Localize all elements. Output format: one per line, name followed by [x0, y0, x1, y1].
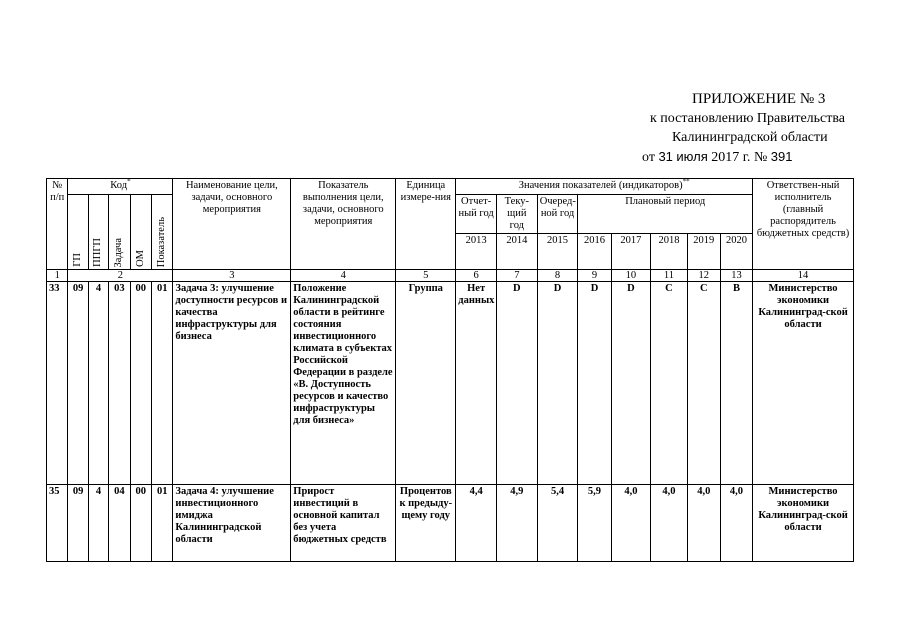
colnum: 14 [753, 270, 854, 282]
row-responsible: Министерство экономики Калининград-ской области [753, 485, 854, 562]
header-code-indicator: Показатель [151, 195, 172, 270]
row-num: 33 [47, 282, 68, 485]
row-indicator: Прирост инвестиций в основной капитал без учета бюджетных средств [291, 485, 396, 562]
header-plan-period: Плановый период [578, 195, 753, 234]
colnum: 10 [611, 270, 651, 282]
header-unit: Единица измере-ния [396, 179, 456, 270]
row-name: Задача 4: улучшение инвестиционного имиджа Калининградской области [173, 485, 291, 562]
table-row [47, 282, 854, 485]
row-num: 35 [47, 485, 68, 562]
row-code-indicator: 01 [151, 485, 172, 562]
appendix-subtitle: к постановлению Правительства [650, 111, 846, 126]
header-code: Код* [68, 179, 173, 195]
table-row [47, 485, 854, 562]
header-responsible: Ответствен-ный исполнитель (главный распорядитель бюджетных средств) [753, 179, 854, 270]
row-unit: Процентов к предыду-щему году [396, 485, 456, 562]
year-2017: 2017 [611, 234, 651, 270]
year-2020: 2020 [720, 234, 752, 270]
header-num: № п/п [47, 179, 68, 270]
row-value-2016: 5,9 [578, 485, 611, 562]
row-code-gp: 09 [68, 282, 88, 485]
year-2019: 2019 [687, 234, 720, 270]
date-prefix: от [642, 150, 655, 165]
header-code-task: Задача [109, 195, 130, 270]
colnum: 11 [651, 270, 687, 282]
row-value-2015: 5,4 [537, 485, 578, 562]
date-day: 31 [658, 149, 673, 164]
appendix-title: ПРИЛОЖЕНИЕ № 3 [692, 91, 826, 107]
colnum: 3 [173, 270, 291, 282]
row-name: Задача 3: улучшение доступности ресурсов и качества инфраструктуры для бизнеса [173, 282, 291, 485]
colnum: 9 [578, 270, 611, 282]
header-current-year: Теку-щий год [496, 195, 537, 234]
document-number: 391 [770, 149, 793, 164]
row-value-2014: 4,9 [496, 485, 537, 562]
header-indicator: Показатель выполнения цели, задачи, основного мероприятия [291, 179, 396, 270]
colnum: 5 [396, 270, 456, 282]
appendix-region: Калининградской области [672, 130, 828, 145]
row-value-2014: D [496, 282, 537, 485]
colnum: 12 [687, 270, 720, 282]
row-value-2020: B [720, 282, 752, 485]
row-value-2019: 4,0 [687, 485, 720, 562]
row-code-gp: 09 [68, 485, 88, 562]
header-report-year: Отчет-ный год [456, 195, 497, 234]
indicators-table [46, 178, 854, 562]
colnum: 13 [720, 270, 752, 282]
row-code-task: 03 [109, 282, 130, 485]
document-header [600, 90, 900, 167]
column-numbering-row [47, 270, 854, 282]
row-value-2017: D [611, 282, 651, 485]
number-sign: № [753, 150, 768, 165]
date-month: июля [676, 149, 708, 164]
row-value-2019: C [687, 282, 720, 485]
colnum: 8 [537, 270, 578, 282]
row-indicator: Положение Калининградской области в рейтинге состояния инвестиционного климата в субъектах Российской Федерации в разделе «В. Доступность ресурсов и качество инфраструктуры для бизнеса» [291, 282, 396, 485]
year-2018: 2018 [651, 234, 687, 270]
colnum: 4 [291, 270, 396, 282]
colnum: 6 [456, 270, 497, 282]
row-code-om: 00 [130, 485, 151, 562]
header-next-year: Очеред-ной год [537, 195, 578, 234]
year-2015: 2015 [537, 234, 578, 270]
row-value-2017: 4,0 [611, 485, 651, 562]
row-value-2013: 4,4 [456, 485, 497, 562]
row-value-2016: D [578, 282, 611, 485]
header-code-om: ОМ [130, 195, 151, 270]
row-responsible: Министерство экономики Калининград-ской области [753, 282, 854, 485]
row-value-2018: 4,0 [651, 485, 687, 562]
year-2013: 2013 [456, 234, 497, 270]
row-code-ppgp: 4 [88, 485, 108, 562]
row-value-2015: D [537, 282, 578, 485]
row-code-task: 04 [109, 485, 130, 562]
colnum: 7 [496, 270, 537, 282]
appendix-date-line [600, 147, 900, 167]
header-code-gp: ГП [68, 195, 88, 270]
year-2016: 2016 [578, 234, 611, 270]
date-year: 2017 г. [711, 150, 751, 165]
row-code-om: 00 [130, 282, 151, 485]
header-values: Значения показателей (индикаторов)** [456, 179, 753, 195]
row-value-2018: C [651, 282, 687, 485]
header-name: Наименование цели, задачи, основного мероприятия [173, 179, 291, 270]
row-value-2013: Нет данных [456, 282, 497, 485]
row-value-2020: 4,0 [720, 485, 752, 562]
row-code-ppgp: 4 [88, 282, 108, 485]
row-code-indicator: 01 [151, 282, 172, 485]
colnum: 1 [47, 270, 68, 282]
row-unit: Группа [396, 282, 456, 485]
colnum: 2 [68, 270, 173, 282]
year-2014: 2014 [496, 234, 537, 270]
header-code-ppgp: ППГП [88, 195, 108, 270]
